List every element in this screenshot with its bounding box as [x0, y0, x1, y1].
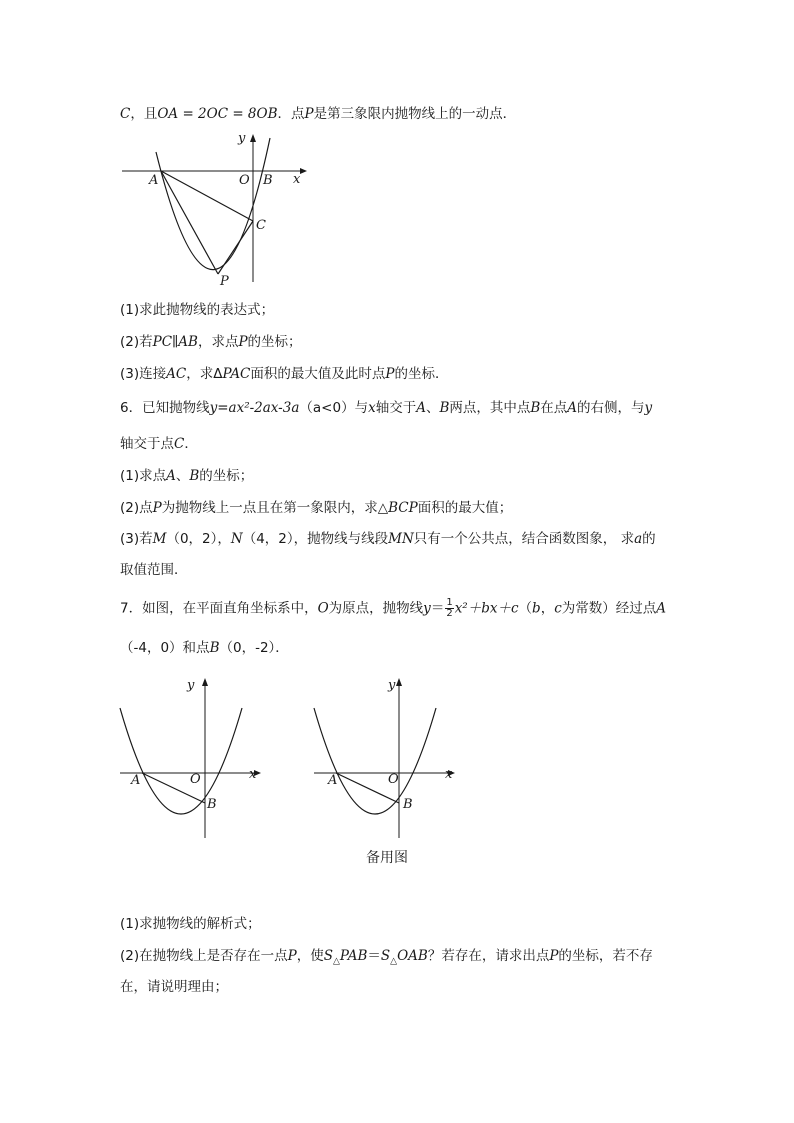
y-axis-arrow-icon — [250, 134, 256, 142]
q6-part3: (3)若M（0，2），N（4，2），抛物线与线段MN只有一个公共点，结合函数图象， 求a的 — [120, 531, 656, 547]
q7-line1: 7．如图，在平面直角坐标系中，O为原点，抛物线y＝ $\frac{1}{2}$ x²＋bx＋c（b，c为常数）经过点A — [120, 597, 666, 619]
q6-part1: (1)求点A、B的坐标； — [120, 468, 254, 484]
q7-part2: (2)在抛物线上是否存在一点P，使$S_\triangle PAB=S_\triangle OAB$？若存在，请求出点P的坐标，若不存 — [120, 948, 653, 967]
label-b: B — [207, 797, 217, 812]
q7-figure-backup — [306, 672, 466, 842]
q6-line1: 6．已知抛物线y=ax²-2ax-3a（a<0）与x轴交于A、B两点，其中点B在点A的右侧，与y — [120, 400, 653, 416]
label-a: A — [131, 773, 141, 788]
segment-pc — [218, 221, 253, 274]
y-axis-arrow-icon — [396, 678, 402, 686]
q5-part2: (2)若PC∥AB，求点P的坐标； — [120, 334, 302, 350]
q5-part3: (3)连接AC，求ΔPAC面积的最大值及此时点P的坐标． — [120, 366, 449, 382]
label-a: A — [328, 773, 338, 788]
label-x: x — [293, 172, 301, 187]
q5-intro: C，且OA = 2OC = 8OB．点P是第三象限内抛物线上的一动点． — [120, 106, 517, 122]
q7-line2: （-4，0）和点B（0，-2）． — [120, 640, 289, 656]
label-y: y — [187, 678, 195, 693]
q7-part1: (1)求抛物线的解析式； — [120, 916, 261, 932]
x-axis-arrow-icon — [300, 168, 307, 174]
label-b: B — [263, 173, 273, 188]
q5-parabola-figure — [118, 128, 308, 290]
label-o: O — [239, 173, 250, 188]
label-y: y — [238, 131, 246, 146]
parabola-curve — [314, 708, 436, 814]
label-y: y — [388, 678, 396, 693]
q7-part2-cont: 在，请说明理由； — [120, 979, 228, 995]
label-a: A — [149, 173, 159, 188]
parabola-curve — [120, 708, 242, 814]
backup-figure-caption: 备用图 — [366, 850, 408, 866]
q6-line2: 轴交于点C． — [120, 436, 198, 452]
q6-part2: (2)点P为抛物线上一点且在第一象限内，求△BCP面积的最大值； — [120, 500, 513, 516]
label-x: x — [249, 767, 257, 782]
label-o: O — [190, 772, 201, 787]
y-axis-arrow-icon — [202, 678, 208, 686]
q7-figure-main — [112, 672, 272, 842]
q6-part3-cont: 取值范围． — [120, 562, 188, 578]
label-p: P — [220, 274, 229, 289]
label-c: C — [256, 218, 266, 233]
label-x: x — [445, 767, 453, 782]
q5-part1: (1)求此抛物线的表达式； — [120, 302, 275, 318]
label-o: O — [388, 772, 399, 787]
label-b: B — [403, 797, 413, 812]
fraction-one-half: $\frac{1}{2}$ — [446, 597, 453, 619]
